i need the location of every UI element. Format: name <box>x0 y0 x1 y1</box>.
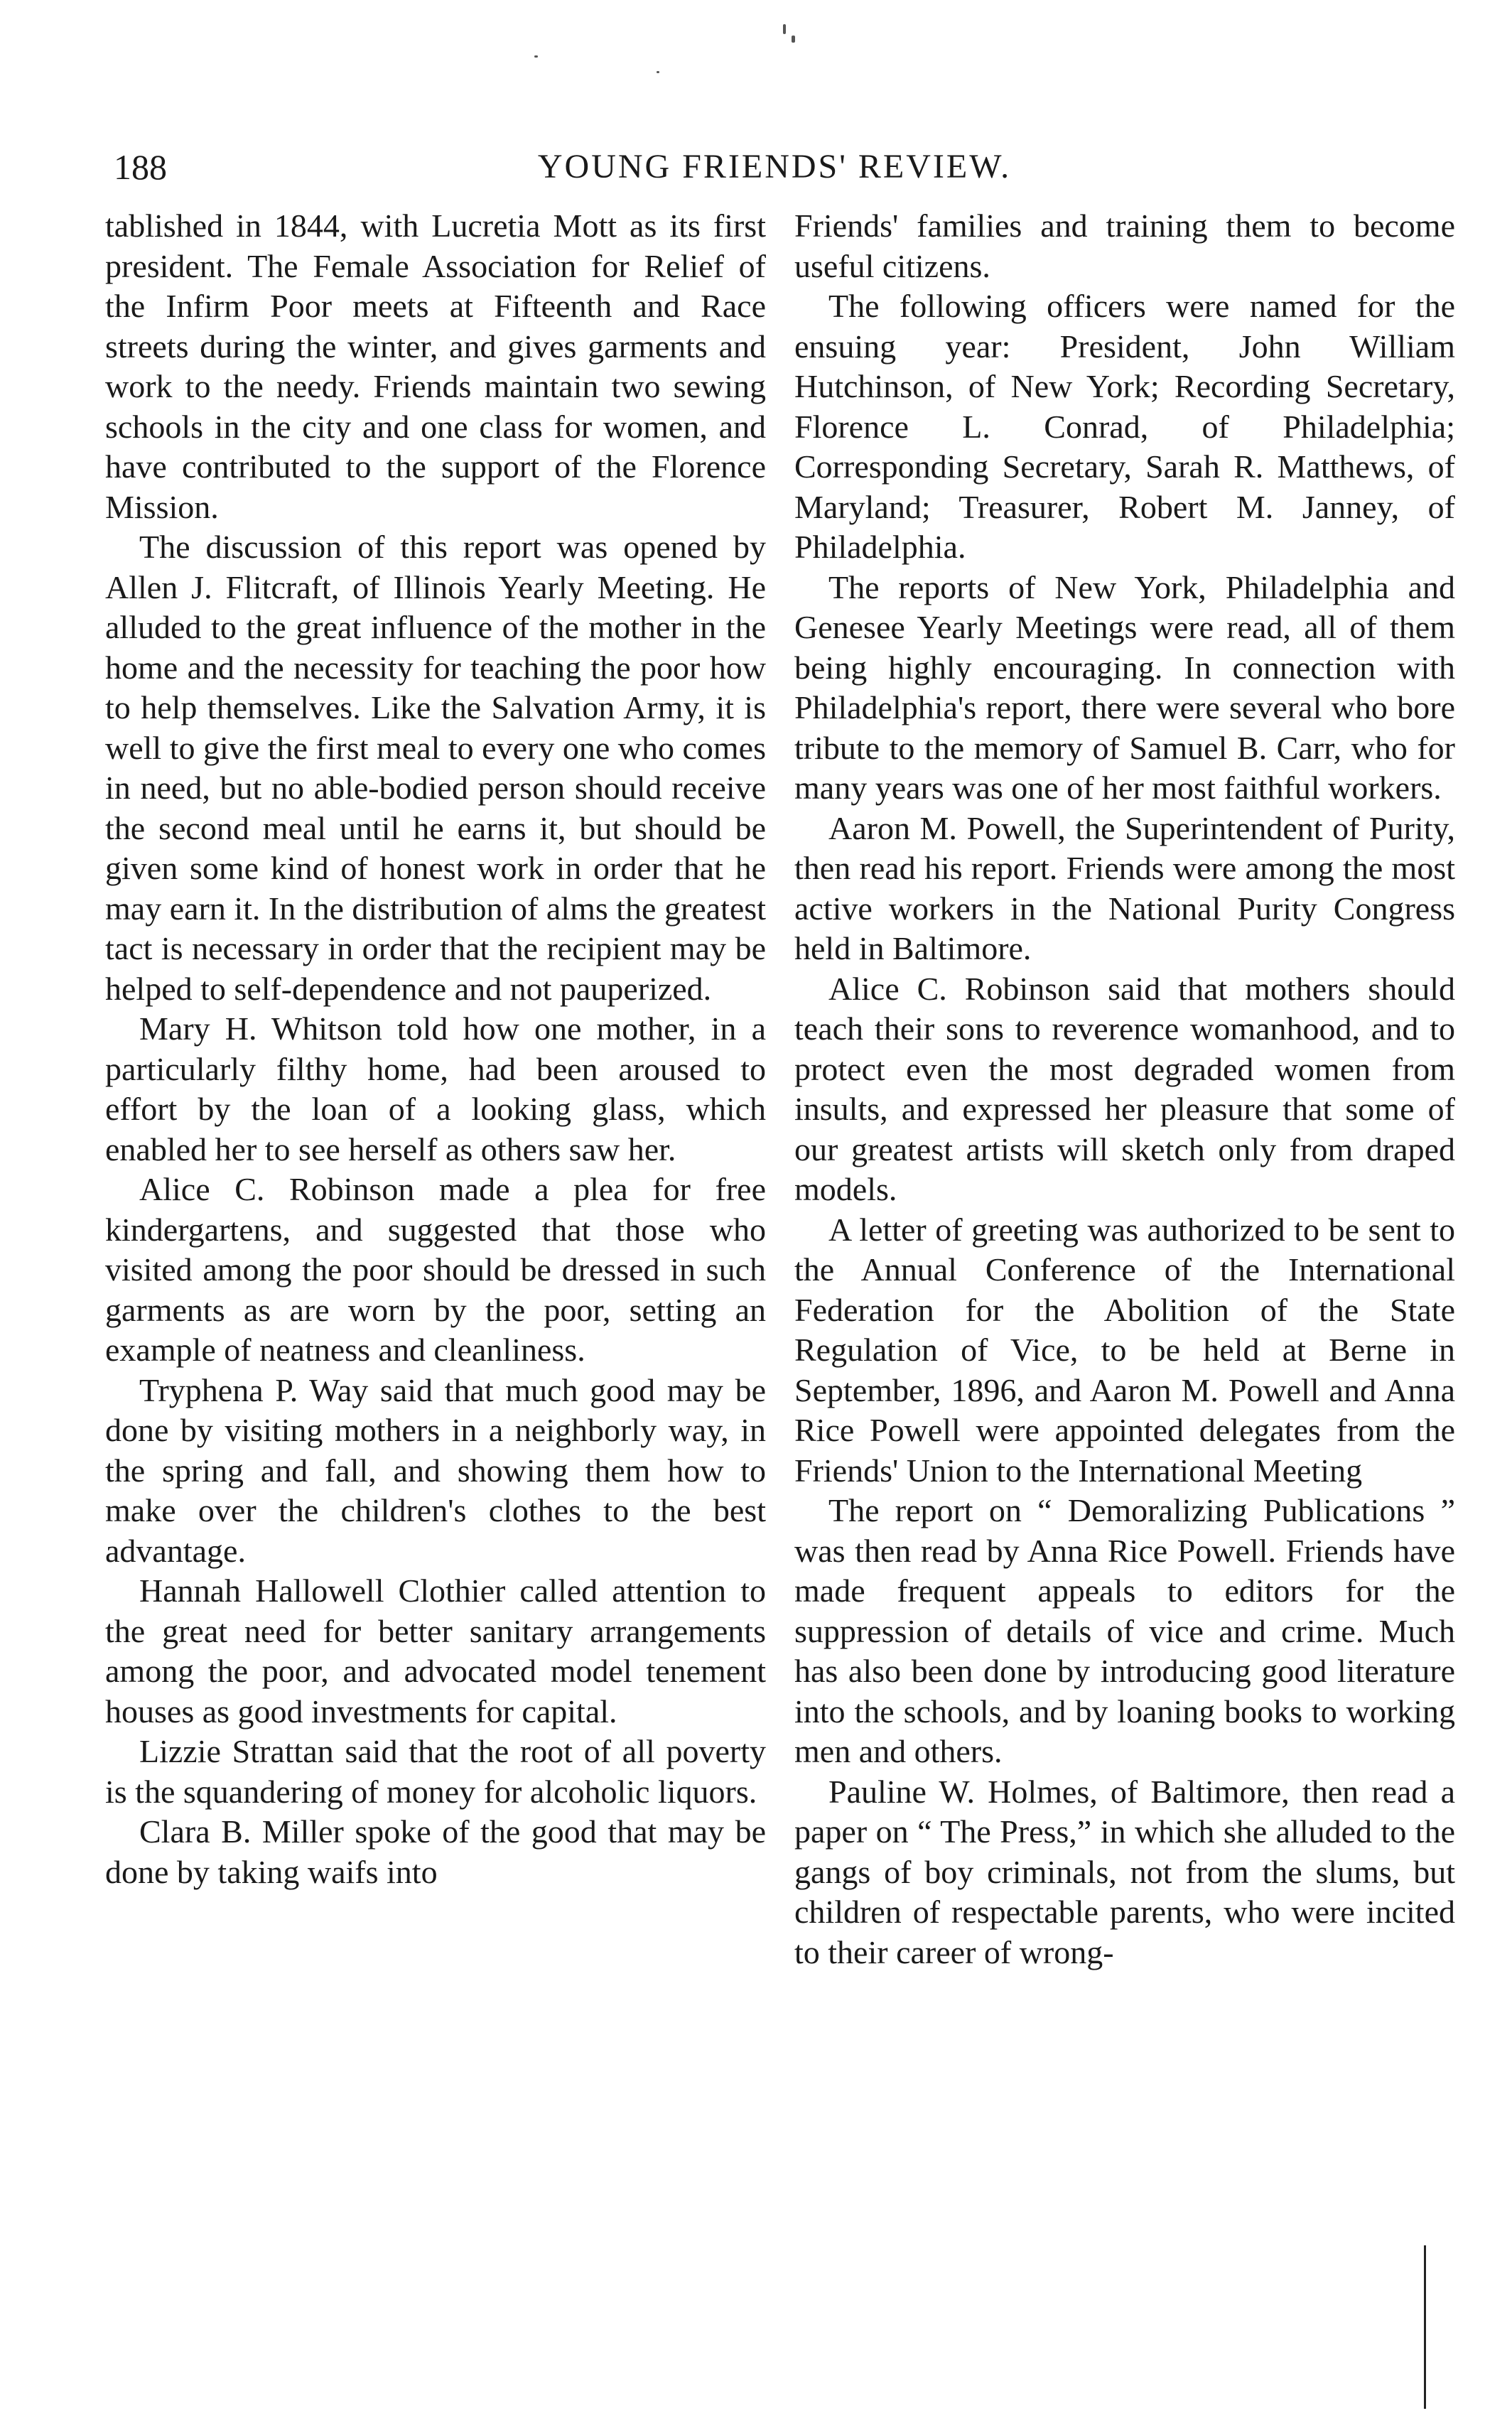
paragraph: Aaron M. Powell, the Superintendent of Purity, then read his report. Friends were among the most active workers in the National Purity Congress held in Baltimore. <box>794 809 1455 966</box>
paragraph: Friends' families and training them to become useful citizens. <box>794 207 1455 284</box>
paragraph: The report on “ Demoralizing Publications ” was then read by Anna Rice Powell. Friends have made frequent appeals to editors for the suppression of details of vice and crime. Much has also been done by introducing good literature into the schools, and by loaning books to working men and others. <box>794 1492 1455 1769</box>
print-speck <box>534 55 538 58</box>
page-number: 188 <box>114 147 167 187</box>
journal-title: YOUNG FRIENDS' REVIEW. <box>537 148 1012 185</box>
paragraph: Alice C. Robinson made a plea for free kindergartens, and suggested that those who visited among the poor should be dressed in such garments as are worn by the poor, setting an example of neatness and cleanliness. <box>105 1171 766 1368</box>
paragraph: Alice C. Robinson said that mothers should teach their sons to reverence womanhood, and to protect even the most degraded women from insults, and expressed her pleasure that some of our greatest artists will sketch only from draped models. <box>794 970 1455 1207</box>
paragraph: A letter of greeting was authorized to be sent to the Annual Conference of the International Federation for the Abolition of the State Regulation of Vice, to be held at Berne in September, 1896, and Aaron M. Powell and Anna Rice Powell were appointed delegates from the Friends' Union to the International Meeting <box>794 1211 1455 1489</box>
paragraph: Clara B. Miller spoke of the good that may be done by taking waifs into <box>105 1813 766 1890</box>
print-speck <box>783 24 786 34</box>
left-column <box>105 206 766 1892</box>
right-column <box>794 206 1455 1973</box>
print-speck <box>792 36 795 43</box>
margin-rule <box>1424 2245 1426 2409</box>
paragraph: Hannah Hallowell Clothier called attention to the great need for better sanitary arrangements among the poor, and advocated model tenement houses as good investments for capital. <box>105 1572 766 1729</box>
print-speck <box>657 71 659 73</box>
paragraph: The discussion of this report was opened by Allen J. Flitcraft, of Illinois Yearly Meeting. He alluded to the great influence of the mother in the home and the necessity for teaching the poor how to help themselves. Like the Salvation Army, it is well to give the first meal to every one who comes in need, but no able-bodied person should receive the second meal until he earns it, but should be given some kind of honest work in order that he may earn it. In the distribution of alms the greatest tact is necessary in order that the recipient may be helped to self-dependence and not pauperized. <box>105 529 766 1007</box>
paragraph: Mary H. Whitson told how one mother, in a particularly filthy home, had been aroused to effort by the loan of a looking glass, which enabled her to see herself as others saw her. <box>105 1010 766 1167</box>
paragraph: tablished in 1844, with Lucretia Mott as its first president. The Female Association for Relief of the Infirm Poor meets at Fifteenth and Race streets during the winter, and gives garments and work to the needy. Friends maintain two sewing schools in the city and one class for women, and have contributed to the support of the Florence Mission. <box>105 207 766 525</box>
paragraph: Pauline W. Holmes, of Baltimore, then read a paper on “ The Press,” in which she alluded to the gangs of boy criminals, not from the slums, but children of respectable parents, who were incited to their career of wrong- <box>794 1773 1455 1970</box>
running-head <box>114 142 1435 192</box>
paragraph: The following officers were named for the ensuing year: President, John William Hutchinson, of New York; Recording Secretary, Florence L. Conrad, of Philadelphia; Corresponding Secretary, Sarah R. Matthews, of Maryland; Treasurer, Robert M. Janney, of Philadelphia. <box>794 288 1455 565</box>
paragraph: The reports of New York, Philadelphia and Genesee Yearly Meetings were read, all of them being highly encouraging. In connection with Philadelphia's report, there were several who bore tribute to the memory of Samuel B. Carr, who for many years was one of her most faithful workers. <box>794 568 1455 806</box>
paragraph: Lizzie Strattan said that the root of all poverty is the squandering of money for alcoholic liquors. <box>105 1733 766 1810</box>
paragraph: Tryphena P. Way said that much good may be done by visiting mothers in a neighborly way, in the spring and fall, and showing them how to make over the children's clothes to the best advantage. <box>105 1371 766 1569</box>
